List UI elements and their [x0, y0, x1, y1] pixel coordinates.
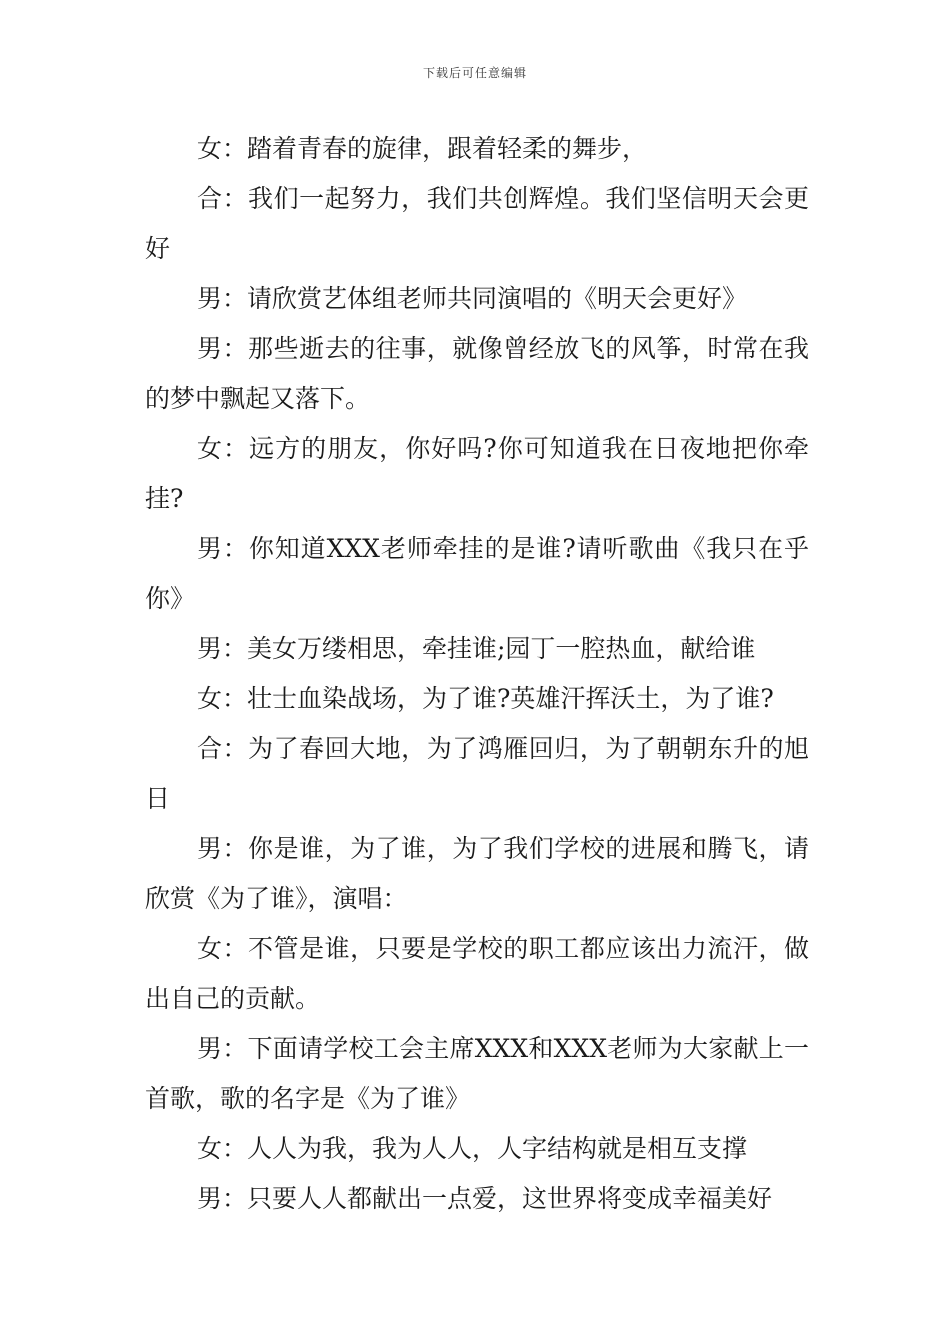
paragraph: 男：下面请学校工会主席XXX和XXX老师为大家献上一首歌，歌的名字是《为了谁》 [145, 1034, 809, 1113]
paragraph: 男：只要人人都献出一点爱，这世界将变成幸福美好 [197, 1184, 773, 1213]
paragraph: 女：远方的朋友，你好吗?你可知道我在日夜地把你牵挂? [145, 434, 809, 513]
paragraph: 女：壮士血染战场，为了谁?英雄汗挥沃土，为了谁? [197, 684, 774, 713]
paragraph: 男：你知道XXX老师牵挂的是谁?请听歌曲《我只在乎你》 [145, 534, 809, 613]
paragraph: 男：那些逝去的往事，就像曾经放飞的风筝，时常在我的梦中飘起又落下。 [145, 334, 809, 413]
document-body [145, 124, 809, 1224]
paragraph: 女：不管是谁，只要是学校的职工都应该出力流汗，做出自己的贡献。 [145, 934, 809, 1013]
paragraph: 女：踏着青春的旋律，跟着轻柔的舞步， [197, 134, 648, 163]
paragraph: 男：请欣赏艺体组老师共同演唱的《明天会更好》 [197, 284, 748, 313]
paragraph: 合：为了春回大地，为了鸿雁回归，为了朝朝东升的旭日 [145, 734, 809, 813]
paragraph: 合：我们一起努力，我们共创辉煌。我们坚信明天会更好 [145, 184, 809, 263]
paragraph: 男：你是谁，为了谁，为了我们学校的进展和腾飞，请欣赏《为了谁》，演唱： [145, 834, 809, 913]
header-note: 下载后可任意编辑 [422, 66, 527, 80]
paragraph: 男：美女万缕相思，牵挂谁;园丁一腔热血，献给谁 [197, 634, 756, 663]
paragraph: 女：人人为我，我为人人，人字结构就是相互支撑 [197, 1134, 748, 1163]
